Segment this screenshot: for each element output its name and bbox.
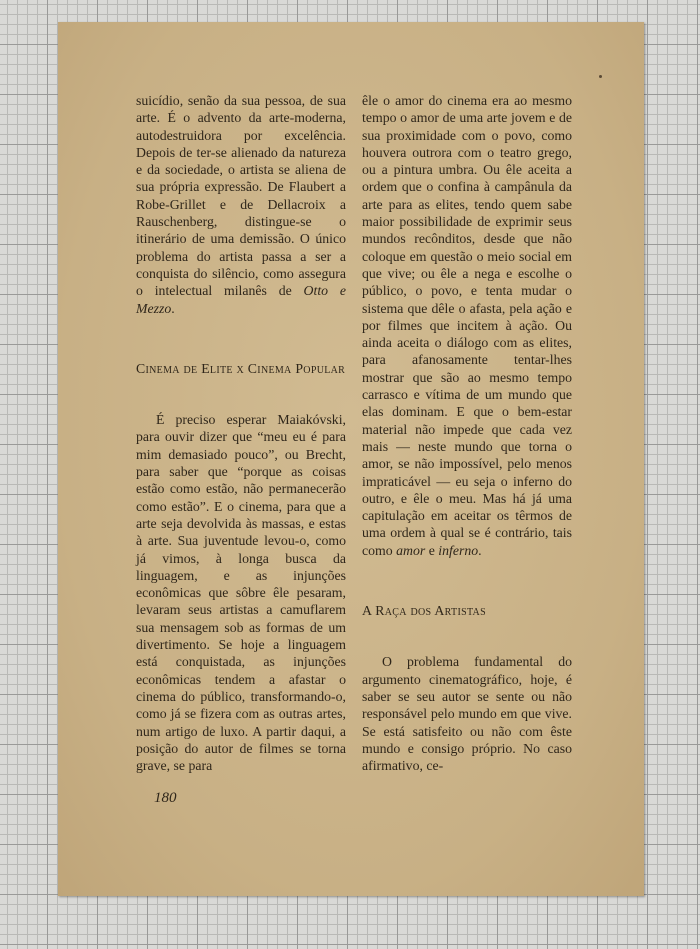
left-paragraph-2: É preciso esperar Maiakóvski, para ouvir dizer que “meu eu é para mim demasiado pouco”, ou Brecht, para saber que “porque as coisas estão como estão, não permanecerão como estão”. E o cinema, para que a arte seja devolvida às massas, e estas à arte. Sua juventude levou-o, como já vimos, à longa busca da linguagem, e as injunções econômicas que sôbre êle pesaram, levaram seus artistas a camuflarem sua mensagem sob as formas de um divertimento. Se hoje a linguagem está conquistada, as injunções econômicas tendem a afastar o cinema do público, transformando-o, como já se fizera com as outras artes, num artigo de luxo. A partir daqui, a posição do autor de filmes se torna grave, se para — [136, 412, 346, 774]
page-number: 180 — [154, 790, 177, 806]
right-paragraph-1: êle o amor do cinema era ao mesmo tempo o amor de uma arte jovem e de sua proximidade com o povo, como houvera outrora com o teatro grego, ou a pintura umbra. Ou êle aceita a ordem que o confina à campânula da arte para as elites, tendo quem sabe maior possibilidade de exprimir seus mundos recônditos, desde que não coloque em questão o meio social em que vive; ou êle a nega e escolhe o público, o povo, e tenta mudar o sistema que dêle o afasta, pela ação e por filmes que incitem à ação. Ou ainda aceita o diálogo com as elites, para afanosamente tentar-lhes mostrar que são ao mesmo tempo carrasco e vítima de um mundo que elas dominam. E que o bem-estar material não impede que cada vez mais — neste mundo que torna o amor, se não impossível, pelo menos impraticável — eu seja o inferno do outro, e êle o meu. Mas há já uma capitulação em aceitar os têrmos de uma ordem à qual se é contrário, tais como amor e inferno. — [362, 93, 572, 558]
italic-word-inferno: inferno — [438, 542, 479, 558]
right-column — [362, 92, 572, 774]
section-heading-a-raca-dos-artistas: A Raça dos Artistas — [362, 603, 486, 619]
paper-spot — [599, 75, 602, 78]
section-heading-cinema-de-elite: Cinema de Elite x Cinema Popular — [136, 360, 346, 376]
right-paragraph-2: O problema fundamental do argumento cinematográfico, hoje, é saber se seu autor se sente ou não responsável pelo mundo em que vive. Se está satisfeito ou não com êste mundo e consigo próprio. No caso afirmativo, ce- — [362, 654, 572, 774]
book-page — [58, 22, 644, 896]
film-title-otto-e-mezzo: Otto e Mezzo — [136, 283, 346, 316]
left-paragraph-1: suicídio, senão da sua pessoa, de sua arte. É o advento da arte-moderna, autodestruidora por excelência. Depois de ter-se alienado da natureza e da sociedade, o artista se aliena de sua própria expressão. De Flaubert a Robe-Grillet e de Dellacroix a Rauschenberg, distingue-se o itinerário de uma demissão. O único problema do artista passa a ser a conquista do silêncio, como assegura o intelectual milanês de Otto e Mezzo. — [136, 93, 346, 316]
left-column — [136, 92, 346, 774]
italic-word-amor: amor — [396, 542, 426, 558]
